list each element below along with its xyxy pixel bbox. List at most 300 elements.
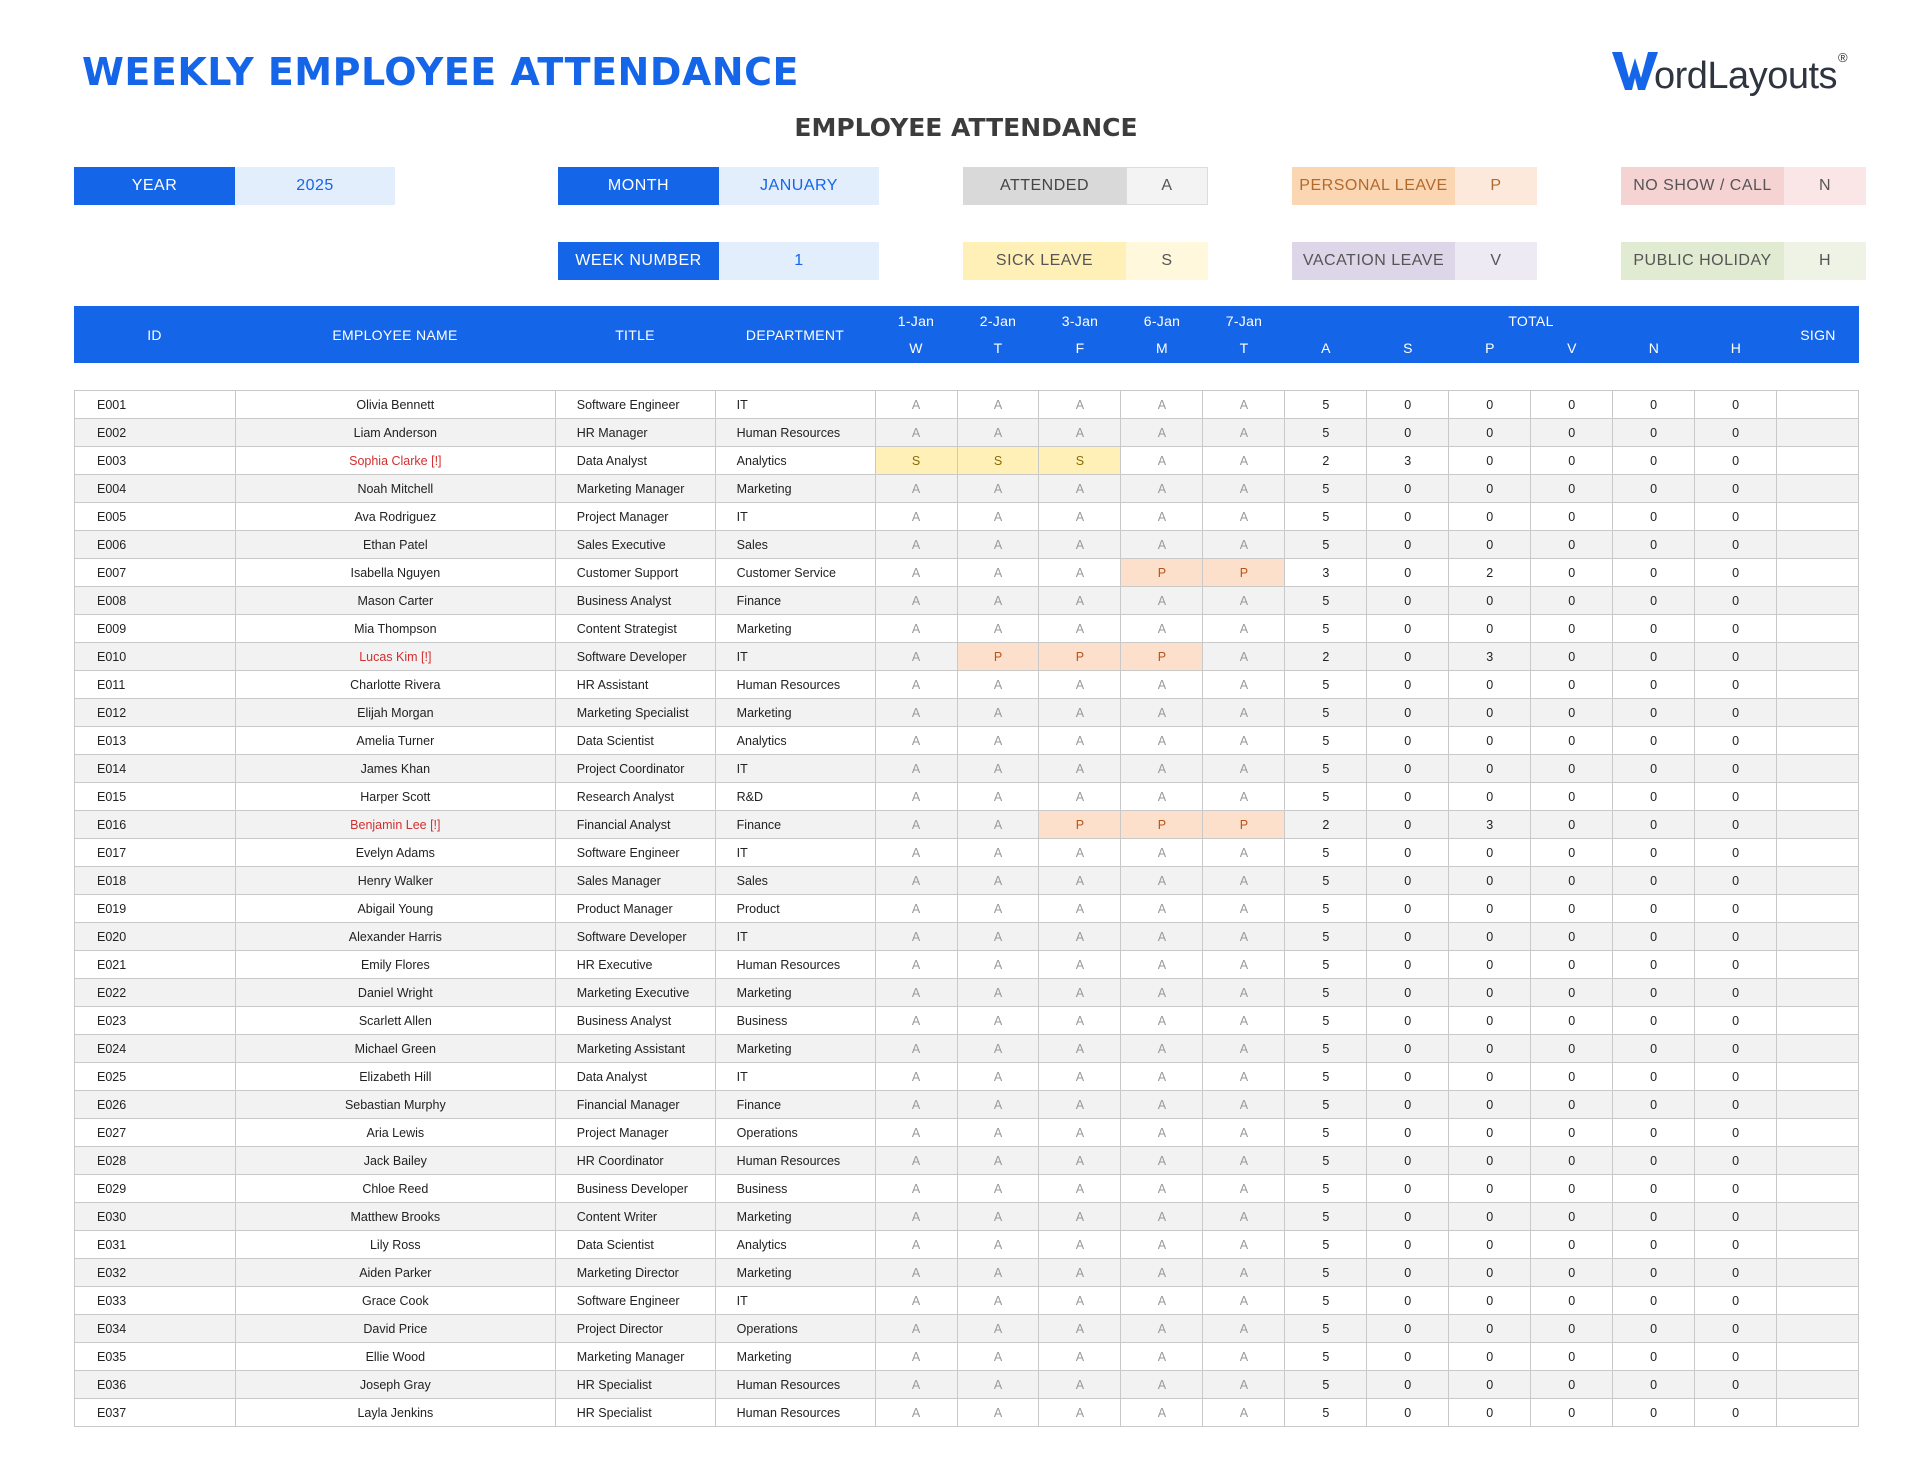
cell-attendance[interactable]: A xyxy=(1203,1343,1285,1371)
cell-sign[interactable] xyxy=(1777,1259,1859,1287)
cell-attendance[interactable]: A xyxy=(958,867,1040,895)
cell-attendance[interactable]: A xyxy=(1121,951,1203,979)
cell-attendance[interactable]: A xyxy=(1203,1315,1285,1343)
cell-attendance[interactable]: A xyxy=(876,1203,958,1231)
cell-attendance[interactable]: A xyxy=(1203,727,1285,755)
cell-attendance[interactable]: A xyxy=(1039,531,1121,559)
cell-employee-name: Lily Ross xyxy=(236,1231,556,1259)
cell-total: 5 xyxy=(1285,1147,1367,1175)
cell-attendance[interactable]: A xyxy=(958,587,1040,615)
cell-attendance[interactable]: A xyxy=(1121,1343,1203,1371)
cell-attendance[interactable]: A xyxy=(958,1371,1040,1399)
cell-attendance[interactable]: A xyxy=(1121,1119,1203,1147)
cell-attendance[interactable]: A xyxy=(958,475,1040,503)
cell-attendance[interactable]: A xyxy=(958,503,1040,531)
cell-attendance[interactable]: A xyxy=(876,1231,958,1259)
cell-title: Financial Manager xyxy=(556,1091,716,1119)
cell-sign[interactable] xyxy=(1777,1343,1859,1371)
cell-sign[interactable] xyxy=(1777,867,1859,895)
cell-sign[interactable] xyxy=(1777,531,1859,559)
cell-attendance[interactable]: A xyxy=(876,419,958,447)
cell-attendance[interactable]: A xyxy=(876,867,958,895)
cell-attendance[interactable]: A xyxy=(1121,1147,1203,1175)
cell-attendance[interactable]: A xyxy=(1039,1175,1121,1203)
table-row xyxy=(75,1231,1859,1259)
cell-attendance[interactable]: P xyxy=(1121,559,1203,587)
cell-attendance[interactable]: A xyxy=(1039,587,1121,615)
cell-attendance[interactable]: A xyxy=(1039,475,1121,503)
cell-attendance[interactable]: A xyxy=(1203,1203,1285,1231)
cell-attendance[interactable]: A xyxy=(958,1091,1040,1119)
cell-attendance[interactable]: A xyxy=(958,1119,1040,1147)
cell-attendance[interactable]: A xyxy=(1203,979,1285,1007)
cell-sign[interactable] xyxy=(1777,587,1859,615)
cell-attendance[interactable]: A xyxy=(1039,951,1121,979)
cell-attendance[interactable]: P xyxy=(1121,643,1203,671)
cell-attendance[interactable]: A xyxy=(1121,1007,1203,1035)
cell-attendance[interactable]: A xyxy=(1121,391,1203,419)
table-row xyxy=(75,1007,1859,1035)
cell-attendance[interactable]: A xyxy=(1039,671,1121,699)
cell-attendance[interactable]: A xyxy=(876,671,958,699)
cell-attendance[interactable]: A xyxy=(1121,783,1203,811)
cell-attendance[interactable]: A xyxy=(1203,1063,1285,1091)
cell-id: E035 xyxy=(75,1343,236,1371)
cell-sign[interactable] xyxy=(1777,979,1859,1007)
cell-attendance[interactable]: A xyxy=(1039,1035,1121,1063)
cell-attendance[interactable]: A xyxy=(1203,895,1285,923)
cell-total: 0 xyxy=(1531,1315,1613,1343)
cell-attendance[interactable]: A xyxy=(876,783,958,811)
cell-attendance[interactable]: A xyxy=(1203,1007,1285,1035)
table-row xyxy=(75,867,1859,895)
cell-employee-name: Amelia Turner xyxy=(236,727,556,755)
cell-attendance[interactable]: A xyxy=(958,1063,1040,1091)
cell-sign[interactable] xyxy=(1777,1063,1859,1091)
cell-attendance[interactable]: A xyxy=(1039,755,1121,783)
cell-attendance[interactable]: A xyxy=(958,1007,1040,1035)
year-value[interactable]: 2025 xyxy=(235,167,395,205)
cell-sign[interactable] xyxy=(1777,727,1859,755)
cell-sign[interactable] xyxy=(1777,1399,1859,1427)
cell-total: 0 xyxy=(1613,1035,1695,1063)
cell-attendance[interactable]: A xyxy=(958,839,1040,867)
table-row xyxy=(75,1399,1859,1427)
cell-sign[interactable] xyxy=(1777,699,1859,727)
cell-attendance[interactable]: A xyxy=(1039,1203,1121,1231)
cell-total: 0 xyxy=(1449,1315,1531,1343)
cell-attendance[interactable]: A xyxy=(876,1147,958,1175)
cell-attendance[interactable]: A xyxy=(958,1287,1040,1315)
cell-total: 0 xyxy=(1613,1147,1695,1175)
cell-attendance[interactable]: A xyxy=(876,615,958,643)
cell-sign[interactable] xyxy=(1777,1035,1859,1063)
cell-attendance[interactable]: A xyxy=(876,1007,958,1035)
cell-attendance[interactable]: A xyxy=(958,727,1040,755)
cell-total: 0 xyxy=(1695,1119,1777,1147)
cell-total: 2 xyxy=(1449,559,1531,587)
cell-attendance[interactable]: A xyxy=(958,755,1040,783)
cell-attendance[interactable]: A xyxy=(876,727,958,755)
cell-attendance[interactable]: A xyxy=(1121,1231,1203,1259)
cell-attendance[interactable]: P xyxy=(1121,811,1203,839)
legend-label: VACATION LEAVE xyxy=(1292,242,1455,280)
legend-personal-leave xyxy=(1292,167,1537,205)
cell-sign[interactable] xyxy=(1777,1315,1859,1343)
cell-attendance[interactable]: A xyxy=(876,391,958,419)
cell-total: 3 xyxy=(1449,811,1531,839)
cell-total: 0 xyxy=(1613,839,1695,867)
cell-attendance[interactable]: A xyxy=(1121,1259,1203,1287)
legend-attended xyxy=(963,167,1208,205)
cell-attendance[interactable]: A xyxy=(876,895,958,923)
cell-attendance[interactable]: A xyxy=(1203,615,1285,643)
cell-attendance[interactable]: P xyxy=(1039,811,1121,839)
cell-department: Marketing xyxy=(716,1035,876,1063)
cell-id: E018 xyxy=(75,867,236,895)
cell-attendance[interactable]: A xyxy=(1039,1287,1121,1315)
cell-attendance[interactable]: S xyxy=(876,447,958,475)
table-row xyxy=(75,811,1859,839)
cell-total: 0 xyxy=(1367,671,1449,699)
cell-attendance[interactable]: A xyxy=(876,1175,958,1203)
cell-attendance[interactable]: A xyxy=(1039,895,1121,923)
cell-attendance[interactable]: A xyxy=(1203,951,1285,979)
cell-attendance[interactable]: A xyxy=(1039,559,1121,587)
cell-attendance[interactable]: A xyxy=(1121,699,1203,727)
cell-attendance[interactable]: A xyxy=(1039,615,1121,643)
cell-total: 0 xyxy=(1449,671,1531,699)
cell-attendance[interactable]: A xyxy=(958,615,1040,643)
cell-attendance[interactable]: A xyxy=(876,811,958,839)
cell-attendance[interactable]: A xyxy=(1203,643,1285,671)
header-total-h xyxy=(1695,306,1777,363)
cell-attendance[interactable]: A xyxy=(1121,755,1203,783)
cell-attendance[interactable]: A xyxy=(1203,447,1285,475)
cell-attendance[interactable]: A xyxy=(1203,839,1285,867)
table-row xyxy=(75,1259,1859,1287)
header-title: TITLE xyxy=(615,326,655,343)
cell-attendance[interactable]: A xyxy=(1039,839,1121,867)
cell-attendance[interactable]: A xyxy=(1203,503,1285,531)
cell-total: 0 xyxy=(1367,895,1449,923)
cell-total: 5 xyxy=(1285,1119,1367,1147)
cell-sign[interactable] xyxy=(1777,615,1859,643)
cell-sign[interactable] xyxy=(1777,951,1859,979)
cell-attendance[interactable]: A xyxy=(1203,1231,1285,1259)
cell-attendance[interactable]: A xyxy=(1039,1315,1121,1343)
cell-attendance[interactable]: A xyxy=(876,1371,958,1399)
cell-attendance[interactable]: A xyxy=(1121,1175,1203,1203)
cell-attendance[interactable]: A xyxy=(1039,1231,1121,1259)
cell-attendance[interactable]: A xyxy=(876,979,958,1007)
cell-sign[interactable] xyxy=(1777,419,1859,447)
cell-attendance[interactable]: A xyxy=(1039,783,1121,811)
cell-attendance[interactable]: A xyxy=(1203,755,1285,783)
cell-attendance[interactable]: A xyxy=(1121,447,1203,475)
cell-attendance[interactable]: A xyxy=(1039,1007,1121,1035)
year-label: YEAR xyxy=(74,167,235,205)
cell-title: Business Analyst xyxy=(556,1007,716,1035)
cell-attendance[interactable]: A xyxy=(1203,1259,1285,1287)
cell-attendance[interactable]: A xyxy=(1039,1147,1121,1175)
cell-attendance[interactable]: A xyxy=(1203,475,1285,503)
cell-attendance[interactable]: A xyxy=(958,1259,1040,1287)
week-number-value[interactable]: 1 xyxy=(719,242,879,280)
cell-attendance[interactable]: A xyxy=(1121,1371,1203,1399)
cell-attendance[interactable]: A xyxy=(958,979,1040,1007)
cell-attendance[interactable]: A xyxy=(876,559,958,587)
cell-attendance[interactable]: A xyxy=(1203,867,1285,895)
table-row xyxy=(75,1203,1859,1231)
cell-sign[interactable] xyxy=(1777,643,1859,671)
cell-total: 0 xyxy=(1449,1035,1531,1063)
cell-attendance[interactable]: A xyxy=(876,951,958,979)
cell-sign[interactable] xyxy=(1777,1175,1859,1203)
cell-attendance[interactable]: A xyxy=(1203,419,1285,447)
cell-attendance[interactable]: A xyxy=(876,839,958,867)
cell-sign[interactable] xyxy=(1777,839,1859,867)
cell-total: 5 xyxy=(1285,923,1367,951)
cell-attendance[interactable]: A xyxy=(1121,671,1203,699)
cell-attendance[interactable]: A xyxy=(876,1287,958,1315)
cell-attendance[interactable]: A xyxy=(1203,671,1285,699)
cell-attendance[interactable]: A xyxy=(1203,531,1285,559)
cell-attendance[interactable]: A xyxy=(876,1035,958,1063)
cell-attendance[interactable]: A xyxy=(958,1315,1040,1343)
cell-attendance[interactable]: A xyxy=(1203,391,1285,419)
cell-attendance[interactable]: A xyxy=(1121,503,1203,531)
cell-attendance[interactable]: A xyxy=(876,643,958,671)
cell-attendance[interactable]: A xyxy=(1121,979,1203,1007)
cell-attendance[interactable]: A xyxy=(1121,1091,1203,1119)
cell-attendance[interactable]: A xyxy=(876,1119,958,1147)
cell-attendance[interactable]: A xyxy=(958,1399,1040,1427)
cell-attendance[interactable]: A xyxy=(958,419,1040,447)
cell-total: 3 xyxy=(1367,447,1449,475)
cell-employee-name: Benjamin Lee [!] xyxy=(236,811,556,839)
cell-attendance[interactable]: A xyxy=(958,895,1040,923)
cell-attendance[interactable]: A xyxy=(1039,1119,1121,1147)
cell-attendance[interactable]: A xyxy=(1121,727,1203,755)
cell-attendance[interactable]: A xyxy=(1039,1399,1121,1427)
cell-sign[interactable] xyxy=(1777,503,1859,531)
cell-total: 5 xyxy=(1285,1007,1367,1035)
cell-total: 0 xyxy=(1613,475,1695,503)
cell-department: Human Resources xyxy=(716,951,876,979)
cell-total: 0 xyxy=(1367,559,1449,587)
cell-attendance[interactable]: A xyxy=(1039,1343,1121,1371)
cell-sign[interactable] xyxy=(1777,1203,1859,1231)
month-value[interactable]: JANUARY xyxy=(719,167,879,205)
cell-employee-name: Olivia Bennett xyxy=(236,391,556,419)
cell-attendance[interactable]: A xyxy=(958,1343,1040,1371)
cell-sign[interactable] xyxy=(1777,391,1859,419)
cell-sign[interactable] xyxy=(1777,671,1859,699)
cell-sign[interactable] xyxy=(1777,1091,1859,1119)
cell-total: 0 xyxy=(1613,1259,1695,1287)
cell-attendance[interactable]: A xyxy=(1203,923,1285,951)
cell-attendance[interactable]: A xyxy=(1039,1371,1121,1399)
cell-attendance[interactable]: A xyxy=(958,671,1040,699)
cell-attendance[interactable]: A xyxy=(876,1259,958,1287)
cell-attendance[interactable]: P xyxy=(1203,559,1285,587)
cell-attendance[interactable]: A xyxy=(1203,699,1285,727)
cell-attendance[interactable]: A xyxy=(1121,895,1203,923)
cell-department: Finance xyxy=(716,811,876,839)
cell-total: 0 xyxy=(1531,391,1613,419)
header-total-s xyxy=(1367,306,1449,363)
cell-attendance[interactable]: A xyxy=(876,1315,958,1343)
cell-attendance[interactable]: A xyxy=(1203,1147,1285,1175)
cell-total: 0 xyxy=(1695,979,1777,1007)
cell-sign[interactable] xyxy=(1777,755,1859,783)
cell-attendance[interactable]: A xyxy=(1203,1287,1285,1315)
cell-attendance[interactable]: A xyxy=(958,699,1040,727)
cell-attendance[interactable]: A xyxy=(876,923,958,951)
cell-attendance[interactable]: A xyxy=(958,1231,1040,1259)
cell-attendance[interactable]: A xyxy=(958,559,1040,587)
cell-attendance[interactable]: A xyxy=(1039,1259,1121,1287)
cell-attendance[interactable]: A xyxy=(876,531,958,559)
cell-attendance[interactable]: A xyxy=(1039,979,1121,1007)
cell-attendance[interactable]: A xyxy=(1121,531,1203,559)
cell-title: Project Director xyxy=(556,1315,716,1343)
cell-attendance[interactable]: A xyxy=(1039,923,1121,951)
cell-attendance[interactable]: A xyxy=(1203,1035,1285,1063)
cell-attendance[interactable]: A xyxy=(1121,419,1203,447)
cell-total: 0 xyxy=(1449,895,1531,923)
cell-attendance[interactable]: A xyxy=(1039,727,1121,755)
cell-attendance[interactable]: A xyxy=(1121,839,1203,867)
cell-attendance[interactable]: A xyxy=(958,1147,1040,1175)
cell-attendance[interactable]: A xyxy=(1121,867,1203,895)
page-title: WEEKLY EMPLOYEE ATTENDANCE xyxy=(82,50,799,94)
cell-attendance[interactable]: A xyxy=(876,1343,958,1371)
attendance-table xyxy=(74,306,1859,1427)
cell-attendance[interactable]: A xyxy=(1203,1399,1285,1427)
cell-sign[interactable] xyxy=(1777,559,1859,587)
cell-title: Sales Manager xyxy=(556,867,716,895)
cell-attendance[interactable]: A xyxy=(958,783,1040,811)
cell-attendance[interactable]: A xyxy=(1039,867,1121,895)
cell-sign[interactable] xyxy=(1777,923,1859,951)
cell-attendance[interactable]: A xyxy=(1203,783,1285,811)
cell-attendance[interactable]: A xyxy=(1121,1063,1203,1091)
cell-sign[interactable] xyxy=(1777,783,1859,811)
cell-attendance[interactable]: A xyxy=(958,951,1040,979)
cell-total: 0 xyxy=(1613,1315,1695,1343)
cell-attendance[interactable]: S xyxy=(958,447,1040,475)
cell-attendance[interactable]: A xyxy=(1121,923,1203,951)
cell-attendance[interactable]: A xyxy=(1203,1119,1285,1147)
cell-attendance[interactable]: S xyxy=(1039,447,1121,475)
cell-sign[interactable] xyxy=(1777,1287,1859,1315)
cell-attendance[interactable]: A xyxy=(876,587,958,615)
cell-total: 0 xyxy=(1449,1063,1531,1091)
header-total-code: N xyxy=(1648,340,1660,356)
cell-attendance[interactable]: A xyxy=(1039,503,1121,531)
cell-attendance[interactable]: P xyxy=(958,643,1040,671)
cell-total: 0 xyxy=(1695,1287,1777,1315)
cell-attendance[interactable]: A xyxy=(1039,1091,1121,1119)
cell-employee-name: David Price xyxy=(236,1315,556,1343)
cell-attendance[interactable]: A xyxy=(876,475,958,503)
cell-sign[interactable] xyxy=(1777,475,1859,503)
cell-attendance[interactable]: A xyxy=(876,1399,958,1427)
cell-employee-name: Noah Mitchell xyxy=(236,475,556,503)
cell-attendance[interactable]: A xyxy=(1121,587,1203,615)
cell-sign[interactable] xyxy=(1777,1119,1859,1147)
cell-attendance[interactable]: A xyxy=(1121,1287,1203,1315)
cell-sign[interactable] xyxy=(1777,895,1859,923)
cell-total: 0 xyxy=(1531,1147,1613,1175)
cell-sign[interactable] xyxy=(1777,1147,1859,1175)
cell-department: Human Resources xyxy=(716,1147,876,1175)
cell-total: 5 xyxy=(1285,783,1367,811)
cell-attendance[interactable]: A xyxy=(958,1175,1040,1203)
cell-attendance[interactable]: A xyxy=(876,1063,958,1091)
cell-total: 0 xyxy=(1613,755,1695,783)
cell-sign[interactable] xyxy=(1777,1231,1859,1259)
cell-total: 0 xyxy=(1695,755,1777,783)
cell-attendance[interactable]: A xyxy=(1121,1399,1203,1427)
cell-attendance[interactable]: A xyxy=(876,503,958,531)
cell-sign[interactable] xyxy=(1777,1007,1859,1035)
cell-total: 0 xyxy=(1449,923,1531,951)
cell-total: 0 xyxy=(1695,1259,1777,1287)
cell-employee-name: Sebastian Murphy xyxy=(236,1091,556,1119)
cell-attendance[interactable]: A xyxy=(1121,1315,1203,1343)
cell-attendance[interactable]: A xyxy=(958,531,1040,559)
cell-total: 0 xyxy=(1367,783,1449,811)
cell-attendance[interactable]: A xyxy=(876,755,958,783)
cell-sign[interactable] xyxy=(1777,447,1859,475)
cell-attendance[interactable]: A xyxy=(1121,475,1203,503)
cell-attendance[interactable]: A xyxy=(1039,391,1121,419)
cell-attendance[interactable]: A xyxy=(876,699,958,727)
cell-attendance[interactable]: A xyxy=(958,1035,1040,1063)
cell-attendance[interactable]: A xyxy=(1039,699,1121,727)
cell-sign[interactable] xyxy=(1777,1371,1859,1399)
cell-attendance[interactable]: A xyxy=(876,1091,958,1119)
cell-attendance[interactable]: A xyxy=(1121,615,1203,643)
cell-attendance[interactable]: A xyxy=(1203,587,1285,615)
cell-attendance[interactable]: A xyxy=(1203,1175,1285,1203)
cell-attendance[interactable]: A xyxy=(1203,1371,1285,1399)
cell-total: 0 xyxy=(1531,1063,1613,1091)
cell-sign[interactable] xyxy=(1777,811,1859,839)
cell-department: IT xyxy=(716,643,876,671)
cell-attendance[interactable]: A xyxy=(1203,1091,1285,1119)
cell-attendance[interactable]: A xyxy=(1039,419,1121,447)
cell-attendance[interactable]: A xyxy=(1039,1063,1121,1091)
cell-attendance[interactable]: A xyxy=(958,811,1040,839)
cell-attendance[interactable]: A xyxy=(958,1203,1040,1231)
cell-attendance[interactable]: P xyxy=(1039,643,1121,671)
cell-total: 0 xyxy=(1695,951,1777,979)
cell-attendance[interactable]: A xyxy=(958,391,1040,419)
cell-attendance[interactable]: A xyxy=(1121,1035,1203,1063)
cell-attendance[interactable]: P xyxy=(1203,811,1285,839)
legend-code: N xyxy=(1784,167,1866,205)
cell-total: 0 xyxy=(1449,979,1531,1007)
cell-total: 0 xyxy=(1531,643,1613,671)
cell-attendance[interactable]: A xyxy=(1121,1203,1203,1231)
cell-total: 0 xyxy=(1367,1343,1449,1371)
cell-id: E022 xyxy=(75,979,236,1007)
cell-attendance[interactable]: A xyxy=(958,923,1040,951)
